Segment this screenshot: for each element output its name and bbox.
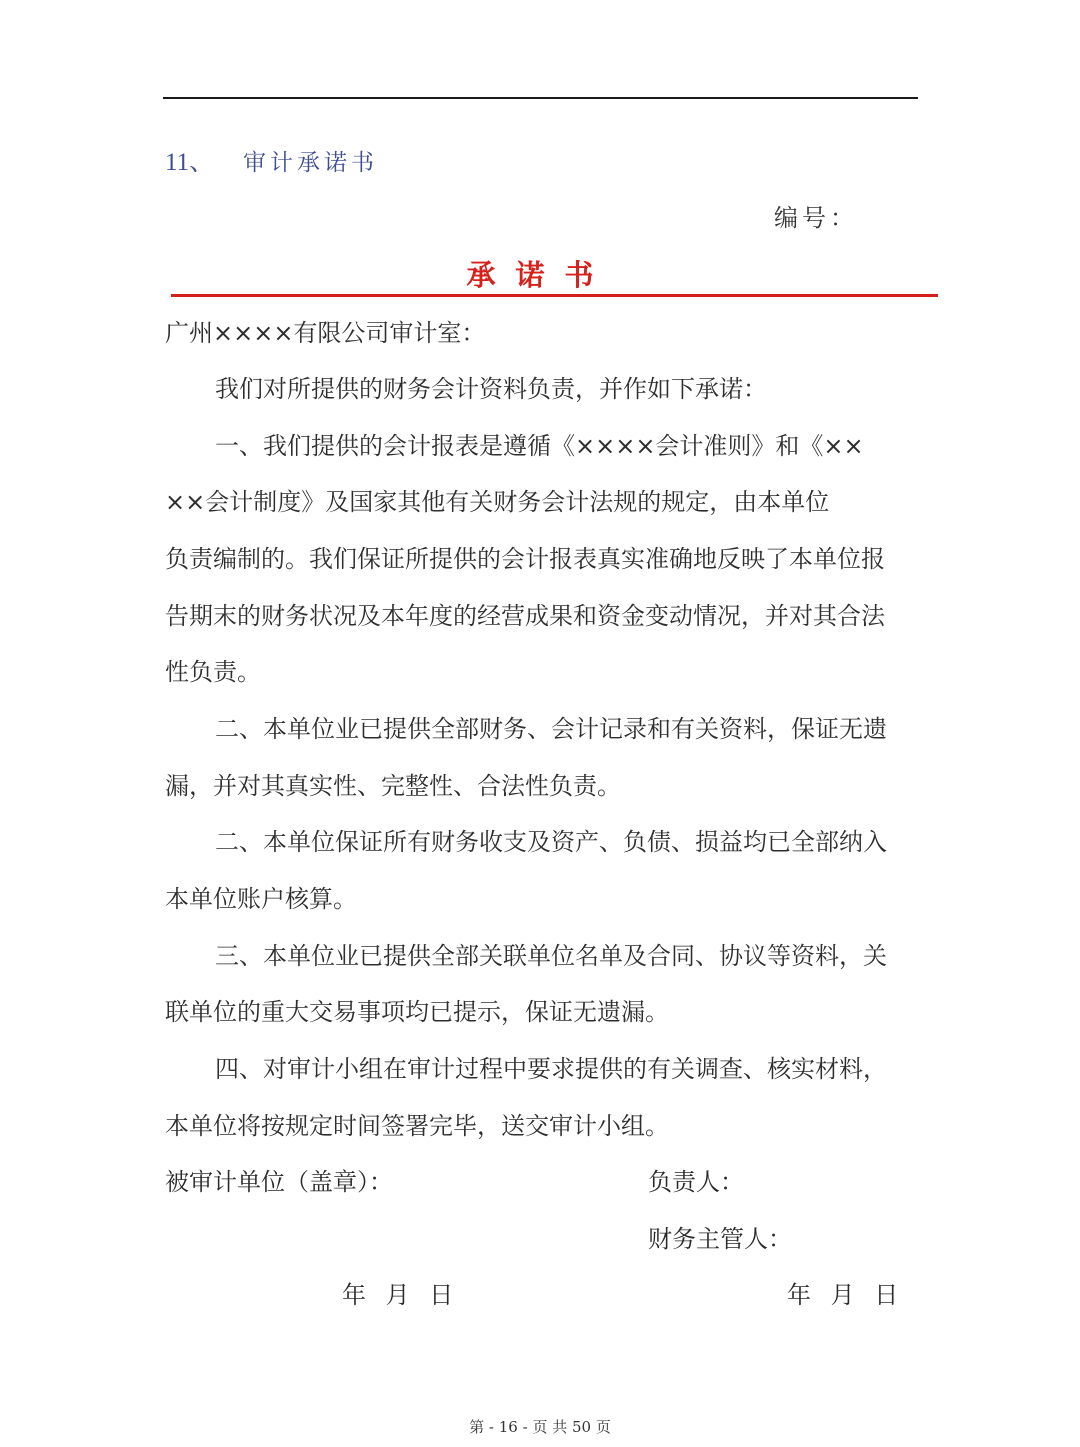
serial-number-label: 编号： — [774, 204, 858, 232]
section-title: 审计承诺书 — [243, 150, 378, 176]
body-line: 本单位将按规定时间签署完毕，送交审计小组。 — [165, 1112, 669, 1140]
body-line: 本单位账户核算。 — [165, 885, 357, 913]
body-line: 联单位的重大交易事项均已提示，保证无遗漏。 — [165, 998, 669, 1026]
body-line: 负责编制的。我们保证所提供的会计报表真实准确地反映了本单位报 — [165, 545, 885, 573]
body-line: 二、本单位保证所有财务收支及资产、负债、损益均已全部纳入 — [215, 828, 887, 856]
body-line: ××会计制度》及国家其他有关财务会计法规的规定，由本单位 — [165, 488, 830, 516]
section-heading — [165, 142, 378, 178]
title-red-divider — [171, 294, 938, 297]
body-line: 告期末的财务状况及本年度的经营成果和资金变动情况，并对其合法 — [165, 602, 885, 630]
body-line: 性负责。 — [165, 658, 261, 686]
section-number: 11、 — [165, 149, 215, 176]
top-divider — [163, 97, 918, 99]
page-footer: 第 - 16 - 页 共 50 页 — [469, 1418, 611, 1436]
body-line: 漏，并对其真实性、完整性、合法性负责。 — [165, 772, 621, 800]
body-line: 四、对审计小组在审计过程中要求提供的有关调查、核实材料， — [215, 1055, 887, 1083]
body-line: 我们对所提供的财务会计资料负责，并作如下承诺： — [215, 375, 767, 403]
addressee: 广州××××有限公司审计室： — [165, 319, 486, 347]
body-line: 三、本单位业已提供全部关联单位名单及合同、协议等资料，关 — [215, 942, 887, 970]
document-title: 承诺书 — [466, 258, 614, 292]
date-right: 年 月 日 — [787, 1281, 905, 1309]
body-line: 一、我们提供的会计报表是遵循《××××会计准则》和《×× — [215, 432, 864, 460]
date-left: 年 月 日 — [342, 1281, 460, 1309]
person-in-charge-label: 负责人： — [648, 1168, 744, 1196]
finance-supervisor-label: 财务主管人： — [648, 1225, 792, 1253]
audited-unit-seal-label: 被审计单位（盖章）： — [165, 1168, 393, 1196]
body-line: 二、本单位业已提供全部财务、会计记录和有关资料，保证无遗 — [215, 715, 887, 743]
